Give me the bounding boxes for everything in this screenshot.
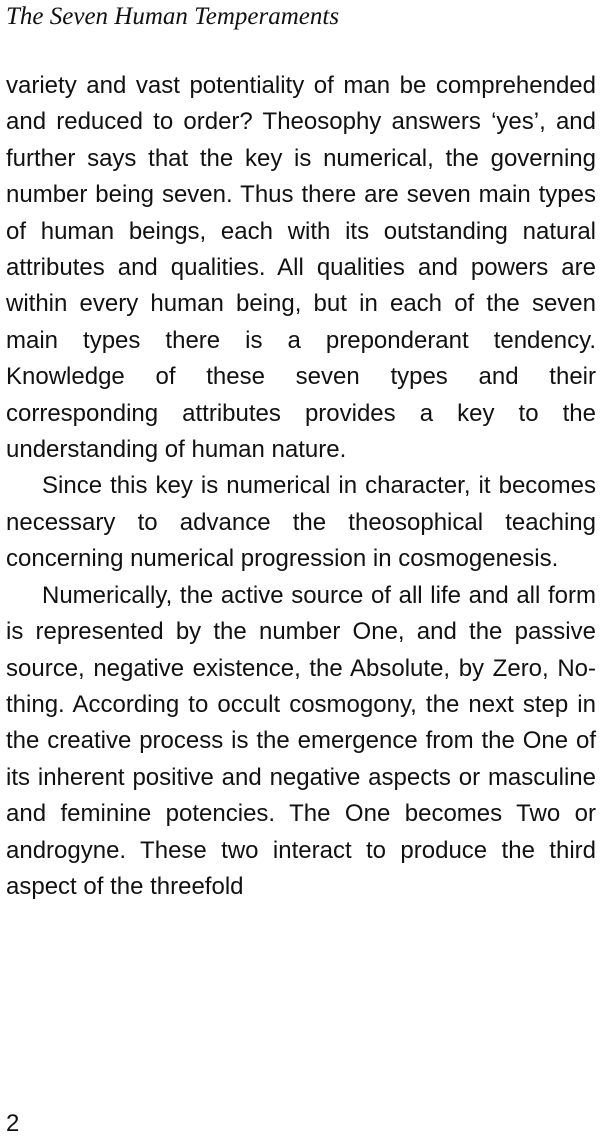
- body-text: [6, 68, 596, 905]
- paragraph-1: variety and vast potentiality of man be comprehended and reduced to order? Theosophy answers ‘yes’, and further says that the key is numerical, the governing number being seven. Thus there are seven main types of human beings, each with its outstanding natural attributes and qualities. All qualities and powers are within every human being, but in each of the seven main types there is a preponderant tendency. Knowledge of these seven types and their corresponding attributes provides a key to the understanding of human nature.: [6, 72, 596, 464]
- running-head: The Seven Human Temperaments: [6, 3, 340, 30]
- paragraph-3: Numerically, the active source of all life and all form is represented by the number One, and the passive source, negative existence, the Absolute, by Zero, No-thing. According to occult cosmogony, the next step in the creative process is the emergence from the One of its inherent positive and negative aspects or masculine and feminine potencies. The One becomes Two or androgyne. These two interact to produce the third aspect of the threefold: [6, 581, 596, 900]
- page-number: 2: [6, 1110, 20, 1137]
- paragraph-2: Since this key is numerical in character, it becomes necessary to advance the theosophical teaching concerning numerical progression in cosmogenesis.: [6, 472, 596, 573]
